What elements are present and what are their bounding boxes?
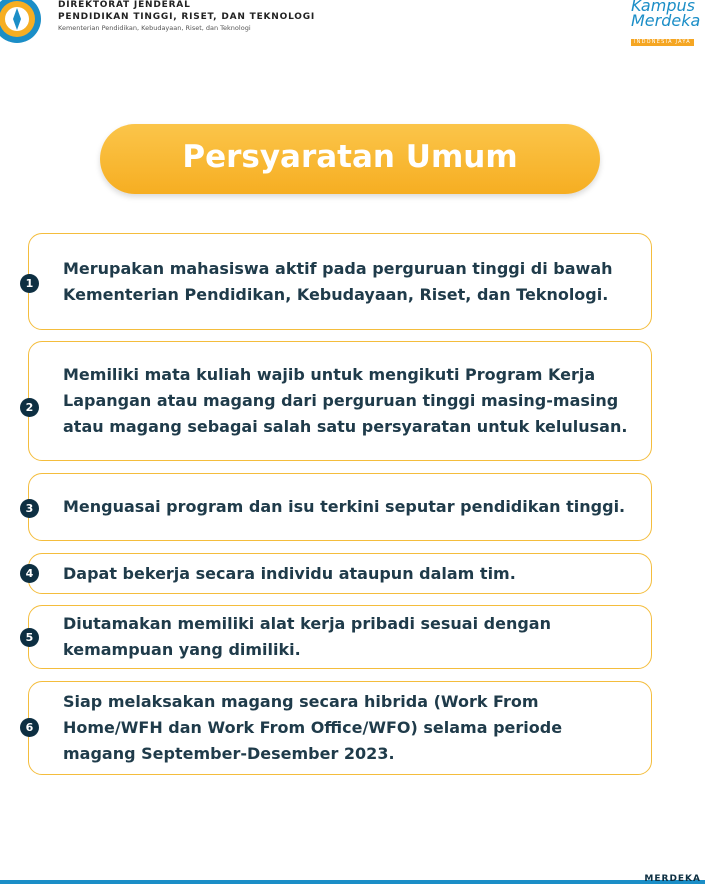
requirement-text-3: Menguasai program dan isu terkini seputar pendidikan tinggi.: [63, 497, 626, 516]
number-badge-4: 4: [20, 564, 39, 583]
number-badge-3: 3: [20, 499, 39, 518]
header-department: PENDIDIKAN TINGGI, RISET, DAN TEKNOLOGI: [58, 12, 316, 22]
number-badge-1: 1: [20, 274, 39, 293]
requirement-card-5: [25, 605, 652, 669]
requirement-text-2: Memiliki mata kuliah wajib untuk mengikuti Program Kerja Lapangan atau magang dari perguruan tinggi masing-masing atau magang sebagai salah satu persyaratan untuk kelulusan.: [63, 365, 628, 436]
requirement-card-2: [25, 341, 652, 461]
requirement-text-4: Dapat bekerja secara individu ataupun dalam tim.: [63, 563, 516, 583]
footer-brand: MERDEKA: [644, 874, 701, 884]
requirement-text-5: Diutamakan memiliki alat kerja pribadi sesuai dengan kemampuan yang dimiliki.: [63, 614, 551, 659]
title-banner: [100, 124, 600, 194]
header-ministry: Kementerian Pendidikan, Kebudayaan, Riset, dan Teknologi: [58, 24, 251, 32]
requirement-text-1: Merupakan mahasiswa aktif pada perguruan tinggi di bawah Kementerian Pendidikan, Kebudayaan, Riset, dan Teknologi.: [63, 258, 613, 304]
header: [0, 0, 705, 50]
requirement-card-4: [25, 553, 652, 594]
kampus-merdeka-tagline: INDONESIA JAYA: [631, 39, 694, 46]
kampus-merdeka-line2: Merdeka: [631, 11, 701, 30]
requirement-card-3: [25, 473, 652, 541]
header-directorate: DIREKTORAT JENDERAL: [58, 0, 191, 10]
kampus-merdeka-line1: Kampus: [631, 0, 695, 15]
tut-wuri-handayani-logo: [0, 0, 42, 44]
requirement-card-1: [25, 233, 652, 330]
requirement-text-6: Siap melaksakan magang secara hibrida (Work From Home/WFH dan Work From Office/WFO) selama periode magang September-Desember 2023.: [63, 692, 563, 763]
page-title: Persyaratan Umum: [182, 139, 518, 175]
number-badge-6: 6: [20, 718, 39, 737]
requirement-card-6: [25, 681, 652, 775]
number-badge-2: 2: [20, 398, 39, 417]
footer-bar: [0, 880, 705, 884]
number-badge-5: 5: [20, 628, 39, 647]
kampus-merdeka-logo: [631, 0, 705, 45]
